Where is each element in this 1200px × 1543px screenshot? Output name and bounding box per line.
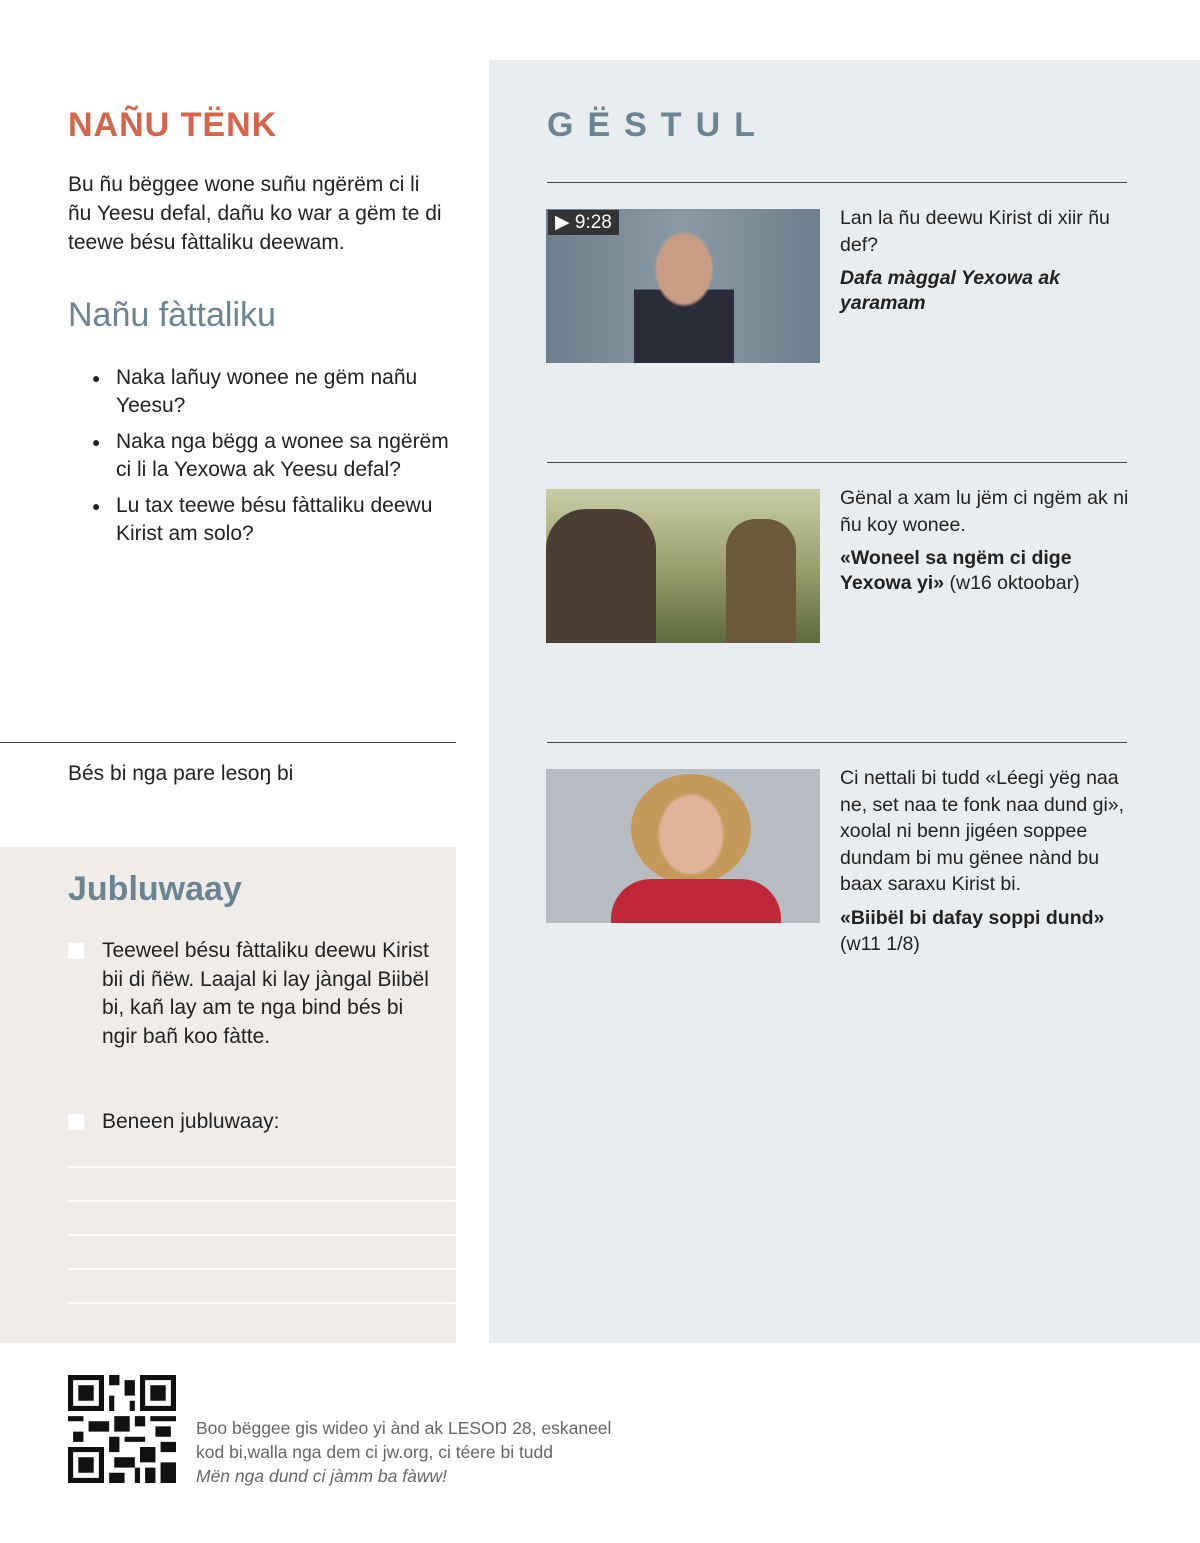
item-reference: (w16 oktoobar) [944, 572, 1080, 594]
footer-line: Mën nga dund ci jàmm ba fàww! [196, 1466, 447, 1486]
article-image[interactable] [546, 769, 820, 923]
writing-line[interactable] [68, 1268, 456, 1270]
list-item: ● Naka nga bëgg a wonee sa ngërëm ci li la Yexowa ak Yeesu defal? [92, 428, 452, 484]
article-image[interactable] [546, 489, 820, 643]
divider [547, 742, 1127, 743]
item-description: Gënal a xam lu jëm ci ngëm ak ni ñu koy wonee. [840, 487, 1129, 536]
item-link[interactable]: Dafa màggal Yexowa ak yaramam [840, 267, 1061, 314]
points-heading: Nañu fàttaliku [68, 296, 276, 334]
item-link[interactable]: «Woneel sa ngëm ci dige Yexowa yi» [840, 547, 1072, 594]
previous-lesson-label: Bés bi nga pare lesoŋ bi [68, 762, 294, 785]
footer-line: Boo bëggee gis wideo yi ànd ak LESOŊ 28, eskaneel [196, 1418, 612, 1438]
item-link[interactable]: «Biibël bi dafay soppi dund» [840, 906, 1105, 929]
explore-item [840, 485, 1130, 596]
page-title: NAÑU TËNK [68, 106, 278, 144]
explore-item [840, 205, 1130, 316]
divider [547, 182, 1127, 183]
explore-item [840, 765, 1130, 957]
video-duration-badge[interactable]: ▶ 9:28 [548, 210, 619, 235]
goal-heading: Jubluwaay [68, 870, 242, 908]
writing-line[interactable] [68, 1166, 456, 1168]
checkbox[interactable] [68, 943, 84, 959]
list-item: ● Lu tax teewe bésu fàttaliku deewu Kirist am solo? [92, 492, 452, 548]
writing-line[interactable] [68, 1200, 456, 1202]
intro-text: Bu ñu bëggee wone suñu ngërëm ci li ñu Yeesu defal, dañu ko war a gëm te di teewe bésu fàttaliku deewam. [68, 173, 442, 254]
list-item: ● Naka lañuy wonee ne gëm nañu Yeesu? [92, 364, 452, 420]
item-description: Lan la ñu deewu Kirist di xiir ñu def? [840, 207, 1110, 256]
qr-code-icon[interactable] [68, 1375, 176, 1483]
goal-text: Teeweel bésu fàttaliku deewu Kirist bii di ñëw. Laajal ki lay jàngal Biibël bi, kañ lay am te nga bind bés bi ngir bañ koo fàtte. [102, 939, 429, 1048]
footer-line: kod bi,walla nga dem ci jw.org, ci téere bi tudd [196, 1442, 553, 1462]
item-reference: (w11 1/8) [840, 932, 920, 955]
divider [547, 462, 1127, 463]
footer-text [196, 1416, 611, 1488]
item-description: Ci nettali bi tudd «Léegi yëg naa ne, set naa te fonk naa dund gi», xoolal ni benn jigéen soppee dundam bi mu gënee nànd bu baax saraxu Kirist bi. [840, 767, 1125, 895]
divider [0, 742, 456, 743]
goal-text: Beneen jubluwaay: [102, 1110, 280, 1133]
writing-line[interactable] [68, 1302, 456, 1304]
writing-line[interactable] [68, 1234, 456, 1236]
points-list [92, 364, 452, 556]
checkbox[interactable] [68, 1114, 84, 1130]
explore-heading: GËSTUL [547, 106, 769, 144]
